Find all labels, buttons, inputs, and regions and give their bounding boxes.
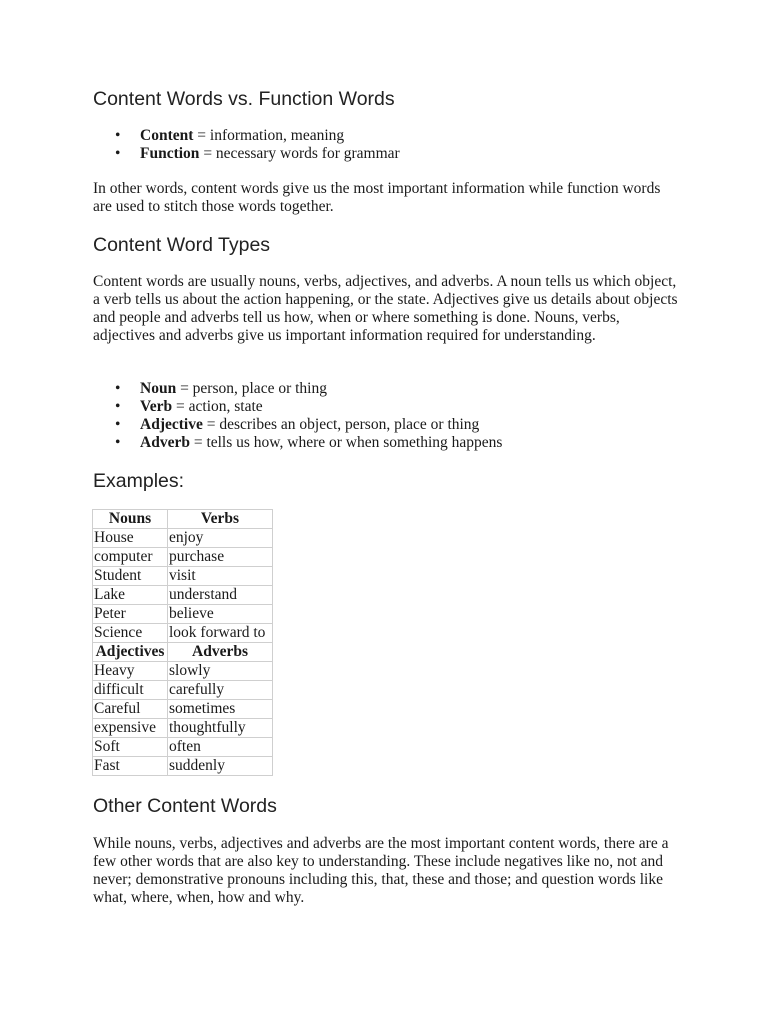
table-cell: suddenly (168, 757, 273, 776)
table-row (93, 662, 273, 681)
list-item (93, 380, 502, 398)
table-cell: believe (168, 605, 273, 624)
term: Noun (140, 380, 177, 397)
list-item (93, 145, 400, 163)
heading-content-word-types: Content Word Types (93, 234, 271, 256)
word-type-list (93, 380, 502, 452)
term: Content (140, 127, 194, 144)
term: Adverb (140, 434, 190, 451)
table-cell: carefully (168, 681, 273, 700)
table-cell: Peter (93, 605, 168, 624)
table-cell: Fast (93, 757, 168, 776)
table-cell: Soft (93, 738, 168, 757)
table-row (93, 529, 273, 548)
table-row (93, 567, 273, 586)
definition: = tells us how, where or when something happens (189, 434, 503, 451)
table-row (93, 548, 273, 567)
heading-content-vs-function: Content Words vs. Function Words (93, 88, 395, 110)
definition: = information, meaning (193, 127, 345, 144)
table-cell: House (93, 529, 168, 548)
table-cell: Careful (93, 700, 168, 719)
list-item (93, 434, 502, 452)
bullet: • (115, 416, 121, 433)
column-header: Nouns (93, 510, 168, 529)
column-header: Adjectives (93, 643, 168, 662)
list-item (93, 416, 502, 434)
bullet: • (115, 145, 121, 162)
table-cell: look forward to (168, 624, 273, 643)
definition: = action, state (172, 398, 263, 415)
table-header-row (93, 643, 273, 662)
bullet: • (115, 127, 121, 144)
column-header: Adverbs (168, 643, 273, 662)
bullet: • (115, 398, 121, 415)
column-header: Verbs (168, 510, 273, 529)
table-row (93, 700, 273, 719)
table-cell: Heavy (93, 662, 168, 681)
table-cell: Student (93, 567, 168, 586)
definition-list (93, 127, 400, 163)
bullet: • (115, 434, 121, 451)
table-cell: thoughtfully (168, 719, 273, 738)
heading-examples: Examples: (93, 470, 185, 492)
table-cell: computer (93, 548, 168, 567)
examples-table (92, 509, 273, 776)
table-row (93, 738, 273, 757)
table-cell: enjoy (168, 529, 273, 548)
table-cell: Science (93, 624, 168, 643)
table-cell: expensive (93, 719, 168, 738)
table-cell: slowly (168, 662, 273, 681)
definition: = describes an object, person, place or thing (202, 416, 480, 433)
term: Verb (140, 398, 173, 415)
table-cell: visit (168, 567, 273, 586)
table-row (93, 757, 273, 776)
paragraph-word-types: Content words are usually nouns, verbs, adjectives, and adverbs. A noun tells us which object, a verb tells us about the action happening, or the state. Adjectives give us details about objects and people and adverbs tell us how, when or where something is done. Nouns, verbs, adjectives and adverbs give us important information required for understanding. (93, 273, 678, 344)
bullet: • (115, 380, 121, 397)
term: Function (140, 145, 200, 162)
table-row (93, 681, 273, 700)
definition: = necessary words for grammar (199, 145, 400, 162)
table-cell: purchase (168, 548, 273, 567)
table-cell: difficult (93, 681, 168, 700)
paragraph-intro: In other words, content words give us the most important information while function words are used to stitch those words together. (93, 180, 661, 215)
term: Adjective (140, 416, 203, 433)
heading-other-content-words: Other Content Words (93, 795, 277, 817)
list-item (93, 127, 400, 145)
table-cell: understand (168, 586, 273, 605)
table-row (93, 586, 273, 605)
table-cell: sometimes (168, 700, 273, 719)
list-item (93, 398, 502, 416)
table-row (93, 624, 273, 643)
table-cell: Lake (93, 586, 168, 605)
table-header-row (93, 510, 273, 529)
table-row (93, 605, 273, 624)
paragraph-other-content-words: While nouns, verbs, adjectives and adverbs are the most important content words, there are a few other words that are also key to understanding. These include negatives like no, not and never; demonstrative pronouns including this, that, these and those; and question words like what, where, when, how and why. (93, 835, 669, 906)
table-cell: often (168, 738, 273, 757)
table-row (93, 719, 273, 738)
definition: = person, place or thing (176, 380, 327, 397)
